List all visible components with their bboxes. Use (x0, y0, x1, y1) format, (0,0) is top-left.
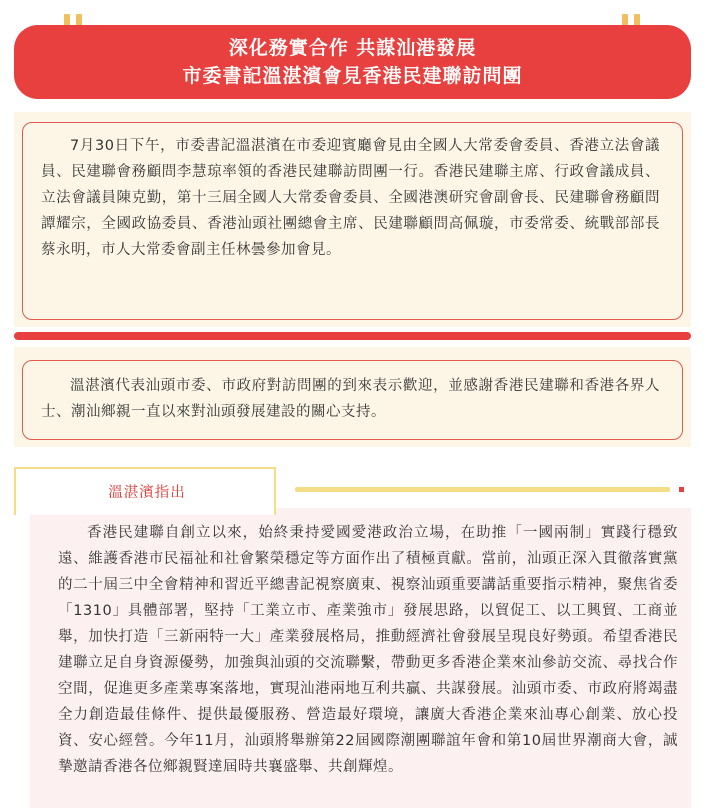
section-gold-line (295, 487, 670, 492)
paragraph-box-1 (22, 122, 683, 320)
paragraph-2: 溫湛濱代表汕頭市委、市政府對訪問團的到來表示歡迎，並感謝香港民建聯和香港各界人士、潮汕鄉親一直以來對汕頭發展建設的關心支持。 (41, 378, 660, 420)
title-line-1: 深化務實合作 共謀汕港發展 (228, 37, 477, 59)
title-banner (14, 25, 691, 99)
section-label-tab (14, 467, 276, 515)
paragraph-box-2 (22, 360, 683, 440)
divider-bar (14, 332, 691, 340)
section-body-text: 香港民建聯自創立以來，始終秉持愛國愛港政治立場，在助推「一國兩制」實踐行穩致遠、維護香港市民福祉和社會繁榮穩定等方面作出了積極貢獻。當前，汕頭正深入貫徹落實黨的二十屆三中全會精神和習近平總書記視察廣東、視察汕頭重要講話重要指示精神，聚焦省委「1310」具體部署，堅持「工業立市、產業強市」發展思路，以貿促工、以工興貿、工商並舉，加快打造「三新兩特一大」產業發展格局，推動經濟社會發展呈現良好勢頭。希望香港民建聯立足自身資源優勢，加強與汕頭的交流聯繫，帶動更多香港企業來汕參訪交流、尋找合作空間，促進更多產業專案落地，實現汕港兩地互利共贏、共謀發展。汕頭市委、市政府將竭盡全力創造最佳條件、提供最優服務、營造最好環境，讓廣大香港企業來汕專心創業、放心投資、安心經營。今年11月，汕頭將舉辦第22屆國際潮團聯誼年會和第10屆世界潮商大會，誠摯邀請香港各位鄉親賢達屆時共襄盛舉、共創輝煌。 (58, 525, 678, 775)
title-line-2: 市委書記溫湛濱會見香港民建聯訪問團 (182, 65, 523, 87)
paragraph-1: 7月30日下午，市委書記溫湛濱在市委迎賓廳會見由全國人大常委會委員、香港立法會議員、民建聯會務顧問李慧琼率領的香港民建聯訪問團一行。香港民建聯主席、行政會議成員、立法會議員陳克勤，第十三屆全國人大常委會委員、全國港澳研究會副會長、民建聯會務顧問譚耀宗，全國政協委員、香港汕頭社團總會主席、民建聯顧問高佩璇，市委常委、統戰部部長蔡永明，市人大常委會副主任林曇參加會見。 (41, 138, 660, 258)
section-label: 溫湛濱指出 (108, 485, 186, 501)
section-red-dot (679, 487, 684, 492)
section-body (58, 520, 678, 780)
